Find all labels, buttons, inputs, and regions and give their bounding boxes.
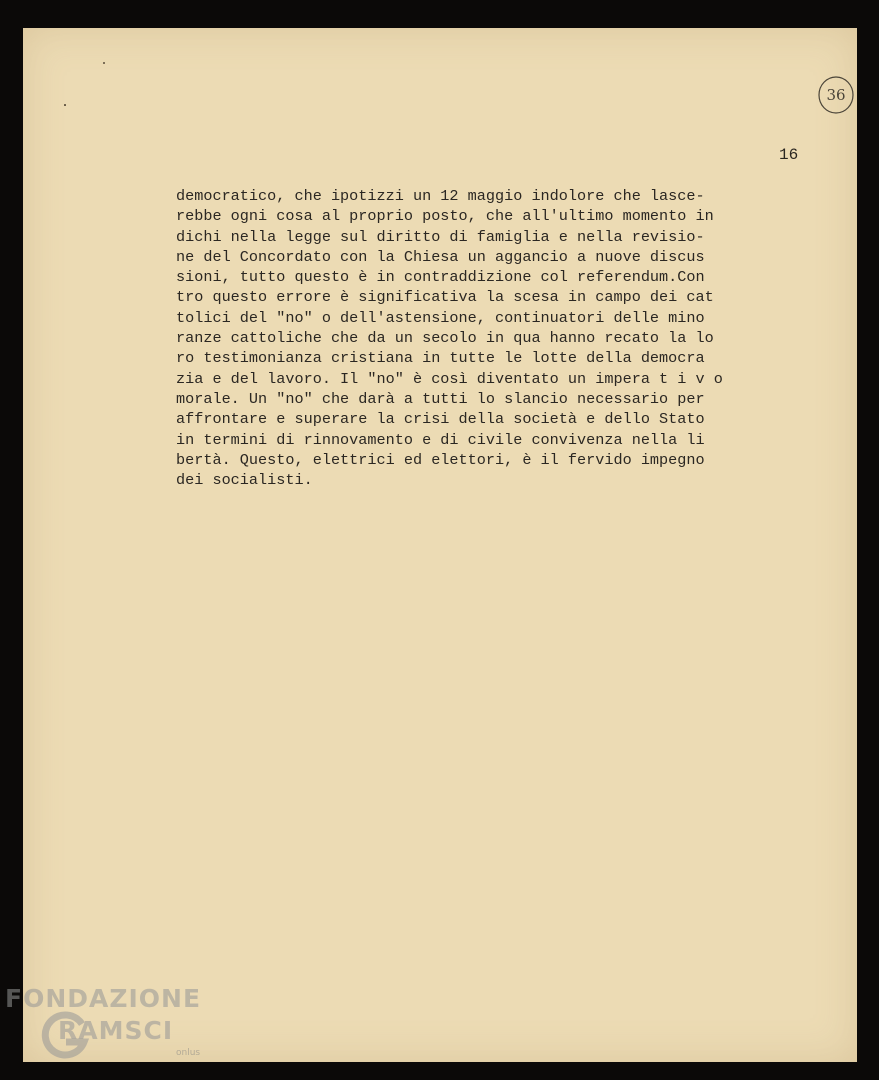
archive-number: 36 — [826, 86, 846, 104]
text-line: ne del Concordato con la Chiesa un aggancio a nuove discus — [176, 247, 705, 266]
text-line: zia e del lavoro. Il "no" è così diventato un impera t i v o — [176, 369, 723, 388]
fondazione-gramsci-watermark — [0, 980, 240, 1080]
text-line: sioni, tutto questo è in contraddizione col referendum.Con — [176, 268, 705, 287]
watermark-subtitle: onlus — [176, 1048, 201, 1058]
text-line: dichi nella legge sul diritto di famiglia e nella revisio- — [176, 227, 705, 246]
watermark-line-2: RAMSCI — [58, 1016, 174, 1045]
text-line: in termini di rinnovamento e di civile convivenza nella li — [176, 430, 705, 449]
text-line: bertà. Questo, elettrici ed elettori, è il fervido impegno — [176, 450, 705, 469]
paper-speck — [103, 62, 105, 64]
text-line: morale. Un "no" che darà a tutti lo slancio necessario per — [176, 389, 705, 408]
text-line: democratico, che ipotizzi un 12 maggio indolore che lasce- — [176, 187, 705, 205]
text-line: tro questo errore è significativa la scesa in campo dei cat — [176, 288, 714, 307]
archive-number-stamp — [817, 75, 855, 115]
text-line: ro testimonianza cristiana in tutte le lotte della democra — [176, 349, 705, 368]
typed-body-text — [176, 186, 796, 490]
text-line: affrontare e superare la crisi della società e dello Stato — [176, 410, 705, 429]
text-line: ranze cattoliche che da un secolo in qua hanno recato la lo — [176, 329, 714, 348]
page-number: 16 — [779, 146, 799, 164]
text-line: tolici del "no" o dell'astensione, continuatori delle mino — [176, 308, 705, 327]
text-line: rebbe ogni cosa al proprio posto, che all'ultimo momento in — [176, 207, 714, 226]
archive-circle-icon — [817, 75, 855, 115]
text-line: dei socialisti. — [176, 471, 313, 490]
watermark-line-1: FONDAZIONE — [5, 984, 202, 1013]
paper-speck — [64, 104, 66, 106]
document-page — [23, 28, 857, 1062]
